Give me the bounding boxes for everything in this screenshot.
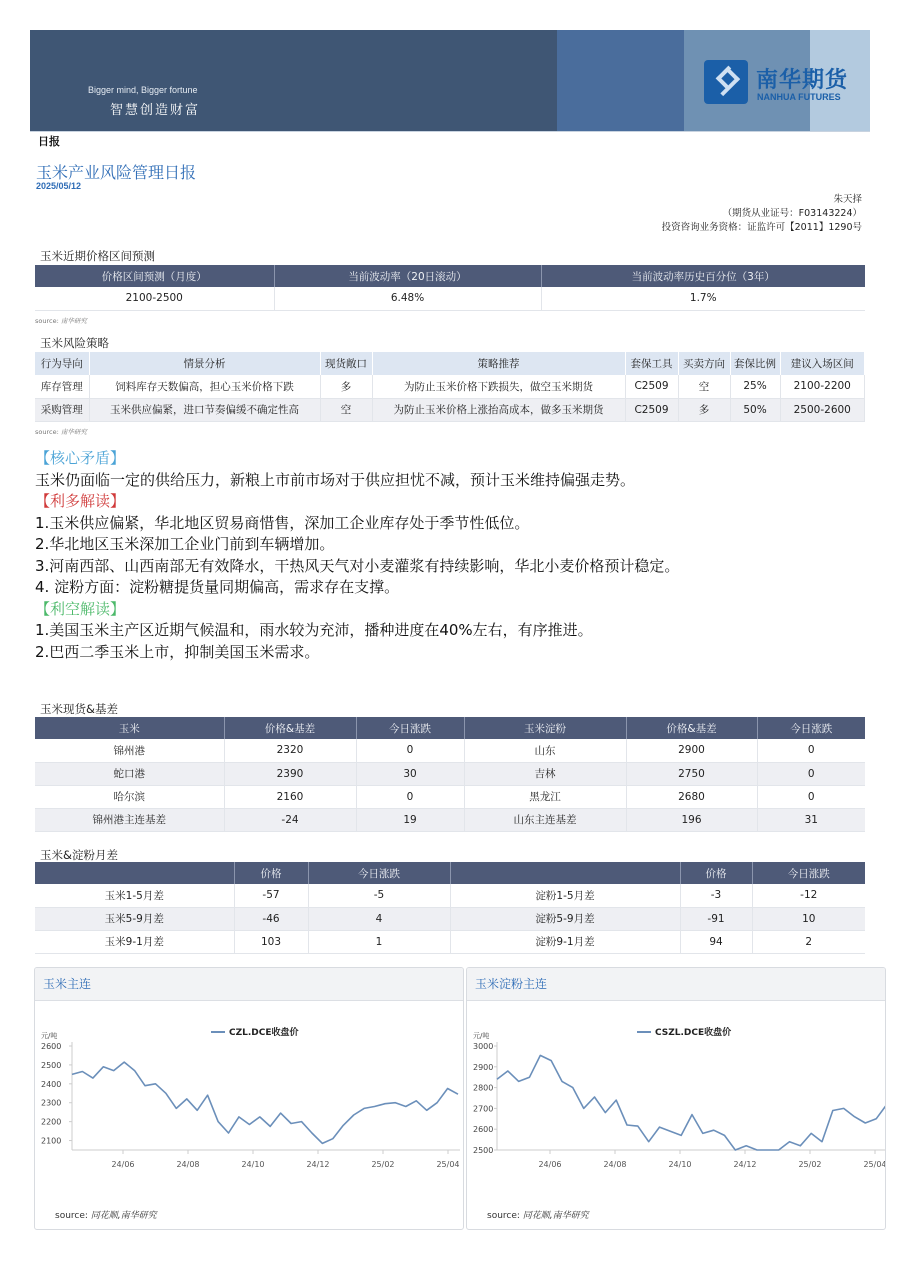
table-row [35, 762, 865, 785]
table-cell: 2390 [224, 762, 356, 785]
table-row [35, 907, 865, 930]
table-cell: 玉米1-5月差 [35, 884, 234, 907]
column-header: 价格 [234, 862, 308, 884]
column-header: 现货敞口 [320, 352, 372, 375]
author-block [662, 193, 862, 235]
bull-heading: 【利多解读】 [35, 492, 126, 510]
table-cell: 1 [308, 930, 450, 953]
table-header-row [35, 717, 865, 739]
logo-text-en: NANHUA FUTURES [757, 92, 841, 102]
column-header: 价格&基差 [224, 717, 356, 739]
section-title-strategy: 玉米风险策略 [40, 336, 109, 350]
column-header: 情景分析 [89, 352, 320, 375]
table-cell: 黑龙江 [464, 785, 626, 808]
svg-text:2200: 2200 [41, 1117, 62, 1127]
section-title-forecast: 玉米近期价格区间预测 [40, 249, 155, 263]
table-cell: 4 [308, 907, 450, 930]
table-cell: 50% [730, 398, 780, 421]
source-note: source: 南华研究 [35, 428, 87, 436]
table-cell: 2750 [626, 762, 757, 785]
svg-text:2100: 2100 [41, 1136, 62, 1146]
table-cell: 淀粉9-1月差 [450, 930, 680, 953]
bull-item: 4. 淀粉方面：淀粉糖提货量同期偏高，需求存在支撑。 [35, 578, 400, 596]
column-header: 价格区间预测（月度） [35, 265, 274, 287]
table-cell: 玉米9-1月差 [35, 930, 234, 953]
svg-text:CSZL.DCE收盘价: CSZL.DCE收盘价 [655, 1028, 732, 1038]
bear-item: 1.美国玉米主产区近期气候温和，雨水较为充沛，播种进度在40%左右，有序推进。 [35, 621, 593, 639]
table-cell: 196 [626, 808, 757, 831]
svg-text:3000: 3000 [473, 1042, 494, 1051]
page-title: 玉米产业风险管理日报 [36, 163, 197, 182]
svg-text:元/吨: 元/吨 [473, 1032, 490, 1040]
table-cell: 30 [356, 762, 464, 785]
table-header-row [35, 862, 865, 884]
table-cell: -24 [224, 808, 356, 831]
svg-text:CZL.DCE收盘价: CZL.DCE收盘价 [229, 1028, 299, 1038]
bull-item: 2.华北地区玉米深加工企业门前到车辆增加。 [35, 535, 335, 553]
header-banner [30, 30, 870, 131]
table-cell: 2500-2600 [780, 398, 865, 421]
table-cell: -12 [752, 884, 865, 907]
table-cell: 2100-2500 [35, 287, 274, 310]
column-header: 当前波动率（20日滚动） [274, 265, 541, 287]
column-header: 今日涨跌 [757, 717, 865, 739]
table-cell: 1.7% [541, 287, 865, 310]
spread-table [35, 862, 865, 954]
column-header: 当前波动率历史百分位（3年） [541, 265, 865, 287]
table-cell: 94 [680, 930, 752, 953]
table-cell: 0 [356, 785, 464, 808]
table-cell: -57 [234, 884, 308, 907]
svg-text:24/08: 24/08 [176, 1160, 200, 1169]
svg-text:24/06: 24/06 [111, 1160, 135, 1169]
table-cell: 吉林 [464, 762, 626, 785]
strategy-table [35, 352, 865, 422]
starch-price-chart [467, 1002, 886, 1202]
table-cell: 多 [320, 375, 372, 398]
source-note: source: 同花顺,南华研究 [55, 1211, 157, 1221]
bear-item: 2.巴西二季玉米上市，抑制美国玉米需求。 [35, 642, 320, 661]
column-header: 价格&基差 [626, 717, 757, 739]
svg-text:25/04: 25/04 [436, 1160, 460, 1169]
spot-table [35, 717, 865, 832]
svg-text:元/吨: 元/吨 [41, 1032, 58, 1040]
table-row [35, 884, 865, 907]
table-cell: 锦州港主连基差 [35, 808, 224, 831]
svg-text:2300: 2300 [41, 1098, 62, 1108]
section-title-spread: 玉米&淀粉月差 [40, 848, 118, 862]
table-cell: 0 [757, 762, 865, 785]
table-cell: 0 [356, 739, 464, 762]
column-header: 行为导向 [35, 352, 89, 375]
source-note: source: 同花顺,南华研究 [487, 1211, 589, 1221]
table-cell: 锦州港 [35, 739, 224, 762]
table-row [35, 739, 865, 762]
table-cell: 玉米供应偏紧，进口节奏偏缓不确定性高 [89, 398, 320, 421]
banner-stripe [557, 30, 684, 131]
svg-text:2400: 2400 [41, 1079, 62, 1089]
svg-text:25/02: 25/02 [371, 1160, 395, 1169]
table-cell: C2509 [625, 375, 678, 398]
author-name: 朱天择 [833, 194, 862, 205]
table-cell: 0 [757, 785, 865, 808]
svg-text:24/12: 24/12 [733, 1160, 757, 1169]
svg-text:24/06: 24/06 [538, 1160, 562, 1169]
column-header: 今日涨跌 [752, 862, 865, 884]
column-header: 今日涨跌 [356, 717, 464, 739]
svg-text:24/10: 24/10 [241, 1160, 265, 1169]
column-header: 今日涨跌 [308, 862, 450, 884]
doc-date: 2025/05/12 [36, 181, 82, 191]
column-header: 套保工具 [625, 352, 678, 375]
divider [30, 131, 870, 132]
svg-text:2700: 2700 [473, 1104, 494, 1114]
table-cell: 0 [757, 739, 865, 762]
chart-panel-corn [34, 967, 464, 1230]
table-row [35, 785, 865, 808]
table-cell: 10 [752, 907, 865, 930]
table-row [35, 808, 865, 831]
table-cell: 饲料库存天数偏高，担心玉米价格下跌 [89, 375, 320, 398]
table-cell: 为防止玉米价格上涨抬高成本，做多玉米期货 [372, 398, 625, 421]
table-cell: -91 [680, 907, 752, 930]
table-cell: 2160 [224, 785, 356, 808]
svg-text:2500: 2500 [41, 1060, 62, 1070]
svg-text:25/02: 25/02 [798, 1160, 822, 1169]
table-cell: 山东 [464, 739, 626, 762]
analysis-section [35, 448, 679, 663]
chart-panel-starch [466, 967, 886, 1230]
table-row [35, 287, 865, 310]
table-row [35, 398, 865, 421]
slogan-en: Bigger mind, Bigger fortune [88, 85, 198, 95]
core-text: 玉米仍面临一定的供给压力，新粮上市前市场对于供应担忧不减，预计玉米维持偏强走势。 [35, 470, 636, 489]
column-header: 买卖方向 [678, 352, 730, 375]
section-title-spot: 玉米现货&基差 [40, 702, 118, 716]
slogan-cn: 智慧创造财富 [110, 103, 201, 118]
svg-text:25/04: 25/04 [863, 1160, 887, 1169]
svg-text:2500: 2500 [473, 1146, 494, 1155]
column-header: 套保比例 [730, 352, 780, 375]
column-header: 玉米淀粉 [464, 717, 626, 739]
column-header [450, 862, 680, 884]
table-cell: 为防止玉米价格下跌损失，做空玉米期货 [372, 375, 625, 398]
forecast-table [35, 265, 865, 311]
column-header: 价格 [680, 862, 752, 884]
table-header-row [35, 352, 865, 375]
table-cell: 玉米5-9月差 [35, 907, 234, 930]
table-cell: 蛇口港 [35, 762, 224, 785]
table-cell: 山东主连基差 [464, 808, 626, 831]
table-cell: 2100-2200 [780, 375, 865, 398]
table-cell: 采购管理 [35, 398, 89, 421]
corn-price-chart [35, 1002, 464, 1202]
svg-text:24/10: 24/10 [668, 1160, 692, 1169]
svg-text:2800: 2800 [473, 1083, 494, 1093]
chart-title: 玉米主连 [35, 968, 463, 1001]
column-header: 策略推荐 [372, 352, 625, 375]
column-header [35, 862, 234, 884]
author-cert: （期货从业证号：F03143224） [722, 208, 862, 219]
nanhua-logo-icon [704, 60, 748, 104]
svg-text:2900: 2900 [473, 1062, 494, 1072]
table-cell: 淀粉1-5月差 [450, 884, 680, 907]
table-cell: 多 [678, 398, 730, 421]
author-qualification: 投资咨询业务资格：证监许可【2011】1290号 [661, 222, 862, 233]
table-row [35, 375, 865, 398]
table-cell: 淀粉5-9月差 [450, 907, 680, 930]
table-cell: 库存管理 [35, 375, 89, 398]
table-cell: 103 [234, 930, 308, 953]
column-header: 玉米 [35, 717, 224, 739]
table-cell: -5 [308, 884, 450, 907]
table-cell: 19 [356, 808, 464, 831]
table-cell: 25% [730, 375, 780, 398]
svg-text:2600: 2600 [473, 1125, 494, 1135]
table-cell: 2900 [626, 739, 757, 762]
table-cell: -46 [234, 907, 308, 930]
table-cell: C2509 [625, 398, 678, 421]
table-cell: 2 [752, 930, 865, 953]
table-cell: 2320 [224, 739, 356, 762]
svg-text:24/12: 24/12 [306, 1160, 330, 1169]
doc-type: 日报 [38, 135, 60, 148]
core-heading: 【核心矛盾】 [35, 449, 126, 467]
table-cell: 哈尔滨 [35, 785, 224, 808]
logo-text-cn: 南华期货 [756, 68, 849, 93]
bull-item: 3.河南西部、山西南部无有效降水，干热风天气对小麦灌浆有持续影响，华北小麦价格预计稳定。 [35, 556, 680, 575]
table-row [35, 930, 865, 953]
table-cell: 31 [757, 808, 865, 831]
column-header: 建议入场区间 [780, 352, 865, 375]
table-cell: 2680 [626, 785, 757, 808]
table-cell: 6.48% [274, 287, 541, 310]
svg-text:24/08: 24/08 [603, 1160, 627, 1169]
svg-text:2600: 2600 [41, 1042, 62, 1051]
table-header-row [35, 265, 865, 287]
bull-item: 1.玉米供应偏紧，华北地区贸易商惜售，深加工企业库存处于季节性低位。 [35, 513, 530, 532]
bear-heading: 【利空解读】 [35, 599, 126, 618]
table-cell: -3 [680, 884, 752, 907]
source-note: source: 南华研究 [35, 317, 87, 325]
table-cell: 空 [320, 398, 372, 421]
table-cell: 空 [678, 375, 730, 398]
chart-title: 玉米淀粉主连 [467, 968, 885, 1001]
